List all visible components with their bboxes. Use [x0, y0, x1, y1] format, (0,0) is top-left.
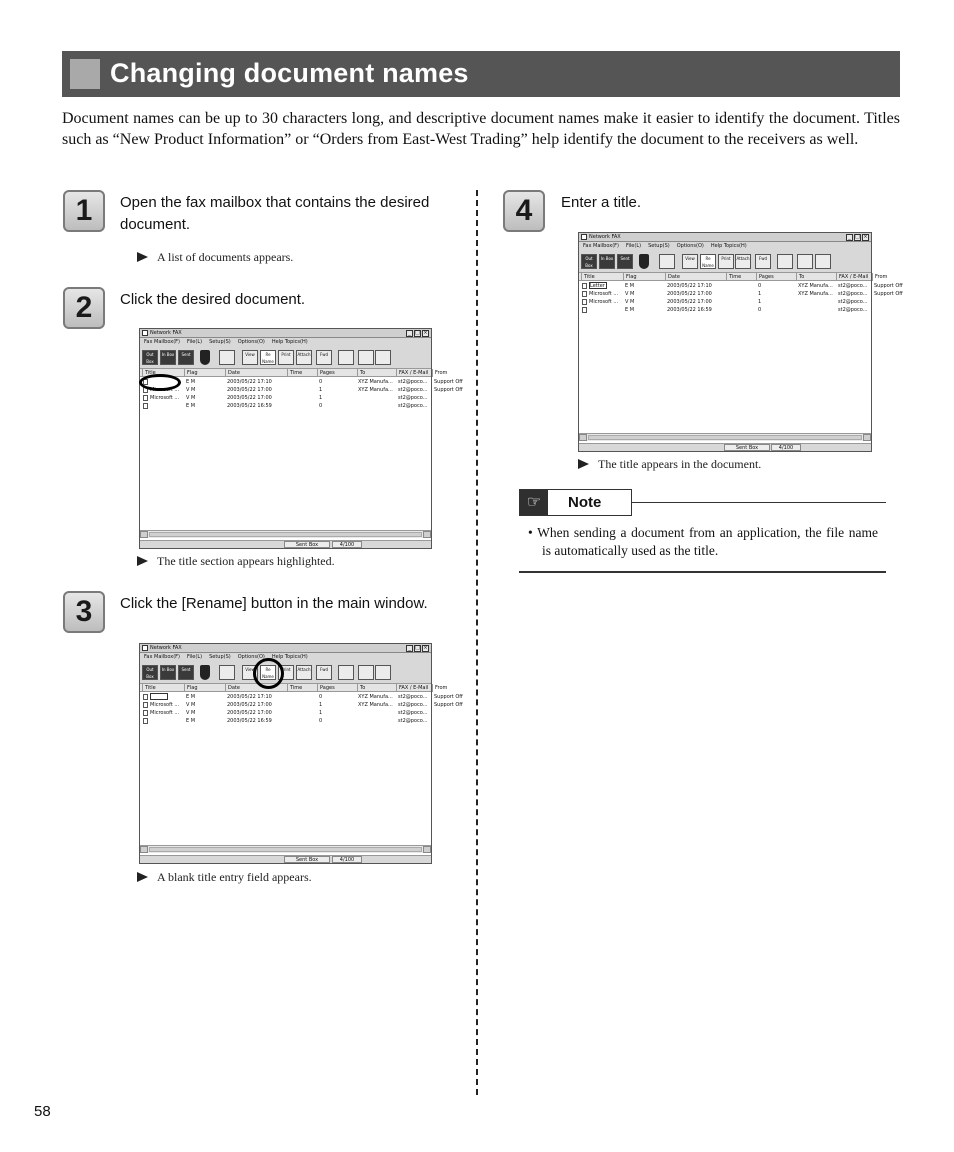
status-count: 4/100	[332, 856, 362, 863]
step-2-result	[137, 554, 335, 569]
menu-item[interactable]: Help Topics(H)	[271, 654, 308, 660]
step-4-result-text: The title appears in the document.	[598, 457, 762, 471]
status-box-name: Sent Box	[284, 541, 330, 548]
maximize-icon[interactable]: □	[415, 645, 420, 651]
document-icon	[143, 694, 148, 700]
cell: V M	[625, 299, 635, 305]
cell: 1	[319, 387, 323, 393]
cell: V M	[625, 291, 635, 297]
column-header[interactable]: To	[796, 273, 804, 281]
attach-button[interactable]: Attach	[296, 350, 312, 365]
inbox-button[interactable]: In Box	[160, 350, 176, 365]
cell: Support Off	[434, 694, 463, 700]
step-4-badge: 4	[503, 190, 545, 232]
minimize-icon[interactable]: _	[406, 330, 413, 337]
scroll-left-icon[interactable]	[140, 531, 148, 538]
cell: XYZ Manufa...	[358, 694, 393, 700]
column-header[interactable]: Time	[287, 684, 302, 692]
cell: 2003/05/22 16:59	[227, 403, 272, 409]
status-count: 4/100	[771, 444, 801, 451]
cell: 0	[319, 718, 323, 724]
step-4-text: Enter a title.	[561, 194, 642, 211]
cell: XYZ Manufa...	[798, 291, 833, 297]
cell: V M	[186, 710, 196, 716]
cell: 2003/05/22 17:00	[227, 702, 272, 708]
document-icon	[582, 307, 587, 313]
scroll-left-icon[interactable]	[140, 846, 148, 853]
app-icon	[142, 330, 148, 336]
document-icon	[143, 710, 148, 716]
result-arrow-icon	[578, 459, 589, 469]
result-arrow-icon	[137, 556, 148, 566]
status-box-name: Sent Box	[284, 856, 330, 863]
cell: st2@poco...	[398, 710, 428, 716]
step-3-text: Click the [Rename] button in the main window.	[120, 595, 428, 612]
table-row[interactable]	[579, 282, 903, 290]
table-row[interactable]	[140, 402, 431, 410]
menu-bar	[140, 653, 431, 662]
cell: Microsoft ...	[150, 387, 180, 393]
step-1-badge: 1	[63, 190, 105, 232]
table-row[interactable]	[140, 693, 463, 701]
table-row[interactable]	[140, 717, 431, 725]
minimize-icon[interactable]: _	[406, 645, 413, 652]
result-arrow-icon	[137, 252, 148, 262]
status-box-name: Sent Box	[724, 444, 770, 451]
column-header[interactable]: Title	[581, 273, 595, 281]
note-rule	[519, 571, 886, 573]
column-header[interactable]: FAX / E-Mail	[396, 684, 428, 692]
menu-item[interactable]: Options(O)	[237, 339, 265, 345]
header-square-icon	[70, 59, 100, 89]
column-header[interactable]: Flag	[184, 369, 198, 377]
document-icon	[582, 299, 587, 305]
cell: Letter	[589, 282, 607, 289]
step-2-text: Click the desired document.	[120, 291, 306, 308]
cell: E M	[186, 403, 196, 409]
scroll-right-icon[interactable]	[423, 531, 431, 538]
step-2-result-text: The title section appears highlighted.	[157, 554, 335, 568]
step-4-result	[578, 457, 761, 472]
cell: st2@poco...	[838, 299, 868, 305]
note-header	[519, 489, 632, 516]
print-button[interactable]: Print	[278, 350, 294, 365]
cell: Support Off	[434, 702, 463, 708]
delete-button[interactable]	[219, 350, 235, 365]
cell: Microsoft ...	[150, 710, 180, 716]
cell: XYZ Manufa...	[358, 379, 393, 385]
menu-item[interactable]: File(L)	[187, 339, 203, 345]
note-label: Note	[568, 494, 602, 511]
column-header[interactable]: To	[357, 369, 365, 377]
scroll-right-icon[interactable]	[423, 846, 431, 853]
close-icon[interactable]: ×	[423, 645, 428, 651]
cell: st2@poco...	[398, 403, 428, 409]
table-row[interactable]	[579, 298, 871, 306]
menu-item[interactable]: Help Topics(H)	[271, 339, 308, 345]
menu-item[interactable]: File(L)	[626, 243, 642, 249]
forward-button[interactable]: Fwd	[755, 254, 771, 269]
edit-button[interactable]	[777, 254, 793, 269]
cell: 2003/05/22 17:00	[227, 395, 272, 401]
scroll-right-icon[interactable]	[863, 434, 871, 441]
column-header[interactable]: To	[357, 684, 365, 692]
trash-icon[interactable]	[639, 254, 649, 269]
highlight-circle	[139, 374, 181, 391]
cell: Microsoft ...	[589, 299, 619, 305]
column-header[interactable]: Flag	[623, 273, 637, 281]
print-button[interactable]: Print	[278, 665, 294, 680]
cell: Microsoft ...	[150, 702, 180, 708]
toolbar	[140, 662, 431, 684]
cell: st2@poco...	[838, 291, 868, 297]
menu-item[interactable]: File(L)	[187, 654, 203, 660]
status-count: 4/100	[332, 541, 362, 548]
column-header[interactable]: Pages	[317, 369, 335, 377]
view-button[interactable]: View	[242, 665, 258, 680]
outbox-button[interactable]: Out Box	[142, 350, 158, 365]
cell: 2003/05/22 16:59	[667, 307, 712, 313]
cell: st2@poco...	[398, 387, 428, 393]
status-bar	[140, 855, 431, 863]
window-title: Network FAX	[150, 330, 182, 336]
cell: 2003/05/22 17:00	[227, 710, 272, 716]
column-header[interactable]: FAX / E-Mail	[396, 369, 428, 377]
minimize-icon[interactable]: _	[846, 234, 853, 241]
settings-button[interactable]	[375, 665, 391, 680]
inbox-button[interactable]: In Box	[160, 665, 176, 680]
phonebook-button[interactable]	[358, 665, 374, 680]
close-icon[interactable]: ×	[423, 330, 428, 336]
document-icon	[582, 283, 587, 289]
column-header[interactable]: Time	[726, 273, 741, 281]
window-title-bar	[140, 329, 431, 338]
rename-button[interactable]: Re Name	[260, 350, 276, 365]
cell: E M	[186, 379, 196, 385]
column-header[interactable]: Pages	[317, 684, 335, 692]
status-bar	[140, 540, 431, 548]
toolbar	[140, 347, 431, 369]
document-icon	[143, 702, 148, 708]
menu-item[interactable]: Help Topics(H)	[710, 243, 747, 249]
pointing-hand-icon: ☞	[520, 490, 548, 515]
cell: 2003/05/22 17:10	[227, 379, 272, 385]
step-1-result	[137, 250, 293, 265]
column-header[interactable]: From	[872, 273, 887, 281]
sent-box-button[interactable]: Sent	[178, 350, 194, 365]
cell: 0	[758, 307, 762, 313]
window-title: Network FAX	[589, 234, 621, 240]
rename-button[interactable]: Re Name	[700, 254, 716, 269]
column-header[interactable]: From	[432, 369, 447, 377]
cell: 2003/05/22 17:00	[227, 387, 272, 393]
column-header[interactable]: Date	[225, 684, 240, 692]
menu-item[interactable]: Setup(S)	[209, 339, 231, 345]
inbox-button[interactable]: In Box	[599, 254, 615, 269]
column-header[interactable]: Title	[142, 369, 156, 377]
view-button[interactable]: View	[682, 254, 698, 269]
step-3-result-text: A blank title entry field appears.	[157, 870, 312, 884]
cell: st2@poco...	[398, 702, 428, 708]
cell: st2@poco...	[398, 694, 428, 700]
cell: E M	[625, 307, 635, 313]
window-controls	[846, 234, 869, 241]
window-title-bar	[579, 233, 871, 242]
section-header	[62, 51, 900, 97]
cell: 0	[319, 403, 323, 409]
page-number: 58	[34, 1103, 51, 1120]
forward-button[interactable]: Fwd	[316, 665, 332, 680]
scroll-thumb[interactable]	[149, 532, 422, 537]
screenshot-step-2	[139, 328, 463, 549]
attach-button[interactable]: Attach	[735, 254, 751, 269]
cell: E M	[186, 718, 196, 724]
menu-bar	[140, 338, 431, 347]
toolbar	[579, 251, 871, 273]
cell: 2003/05/22 17:10	[227, 694, 272, 700]
sent-box-button[interactable]: Sent	[617, 254, 633, 269]
cell: 2003/05/22 17:00	[667, 299, 712, 305]
scroll-thumb[interactable]	[588, 435, 862, 440]
app-icon	[581, 234, 587, 240]
cell: 0	[758, 283, 762, 289]
sent-box-button[interactable]: Sent	[178, 665, 194, 680]
table-row[interactable]	[140, 394, 431, 402]
cell: st2@poco...	[838, 283, 868, 289]
cell: st2@poco...	[398, 718, 428, 724]
cell: 2003/05/22 17:10	[667, 283, 712, 289]
outbox-button[interactable]: Out Box	[142, 665, 158, 680]
horizontal-scrollbar[interactable]	[140, 845, 431, 853]
cell: st2@poco...	[398, 379, 428, 385]
column-header[interactable]: Pages	[756, 273, 774, 281]
document-icon	[143, 718, 148, 724]
cell: 1	[758, 291, 762, 297]
table-row[interactable]	[579, 290, 903, 298]
window-title: Network FAX	[150, 645, 182, 651]
cell: Support Off	[874, 291, 903, 297]
trash-icon[interactable]	[200, 665, 210, 680]
column-header[interactable]: Time	[287, 369, 302, 377]
document-icon	[582, 291, 587, 297]
note-rule	[632, 502, 886, 503]
cell: XYZ Manufa...	[798, 283, 833, 289]
screenshot-step-3	[139, 643, 463, 864]
edit-button[interactable]	[338, 665, 354, 680]
scroll-thumb[interactable]	[149, 847, 422, 852]
highlight-circle	[253, 658, 284, 689]
intro-paragraph: Document names can be up to 30 characters long, and descriptive document names make it easier to identify the document. Titles such as “New Product Information” or “Orders from East-West Trading” help identify the document to the receivers as well.	[62, 110, 900, 148]
column-header[interactable]: From	[432, 684, 447, 692]
horizontal-scrollbar[interactable]	[140, 530, 431, 538]
cell: V M	[186, 395, 196, 401]
print-button[interactable]: Print	[718, 254, 734, 269]
window-controls	[406, 330, 429, 337]
settings-button[interactable]	[815, 254, 831, 269]
scroll-left-icon[interactable]	[579, 434, 587, 441]
screenshot-step-4	[578, 232, 903, 452]
delete-button[interactable]	[659, 254, 675, 269]
table-row[interactable]	[579, 306, 871, 314]
table-row[interactable]	[140, 386, 463, 394]
window-title-bar	[140, 644, 431, 653]
app-icon	[142, 645, 148, 651]
column-header[interactable]: FAX / E-Mail	[836, 273, 868, 281]
cell: XYZ Manufa...	[358, 702, 393, 708]
rename-button[interactable]: Re Name	[260, 665, 276, 680]
cell: Microsoft ...	[150, 395, 180, 401]
step-3-result	[137, 870, 312, 885]
cell: XYZ Manufa...	[358, 387, 393, 393]
status-bar	[579, 443, 871, 451]
maximize-icon[interactable]: □	[415, 330, 420, 336]
view-button[interactable]: View	[242, 350, 258, 365]
edit-button[interactable]	[338, 350, 354, 365]
outbox-button[interactable]: Out Box	[581, 254, 597, 269]
horizontal-scrollbar[interactable]	[579, 433, 871, 441]
delete-button[interactable]	[219, 665, 235, 680]
column-header-row	[579, 273, 888, 281]
cell: V M	[186, 387, 196, 393]
phonebook-button[interactable]	[358, 350, 374, 365]
result-arrow-icon	[137, 872, 148, 882]
cell	[150, 693, 168, 700]
column-header-row	[140, 369, 448, 377]
cell: E M	[625, 283, 635, 289]
menu-item[interactable]: Options(O)	[676, 243, 704, 249]
document-icon	[143, 395, 148, 401]
menu-item[interactable]: Fax Mailbox(F)	[583, 243, 620, 249]
step-1-text: Open the fax mailbox that contains the desired document.	[120, 194, 430, 233]
step-3-badge: 3	[63, 591, 105, 633]
menu-item[interactable]: Fax Mailbox(F)	[144, 654, 181, 660]
table-row[interactable]	[140, 709, 431, 717]
column-header-row	[140, 684, 448, 692]
column-header[interactable]: Flag	[184, 684, 198, 692]
cell: Support Off	[874, 283, 903, 289]
phonebook-button[interactable]	[797, 254, 813, 269]
cell: 0	[319, 694, 323, 700]
trash-icon[interactable]	[200, 350, 210, 365]
cell: st2@poco...	[398, 395, 428, 401]
note-text: • When sending a document from an application, the file name is automatically used as the title.	[528, 525, 878, 558]
menu-bar	[579, 242, 871, 251]
cell: Microsoft ...	[589, 291, 619, 297]
column-divider	[476, 190, 478, 1095]
cell: 1	[319, 710, 323, 716]
cell: V M	[186, 702, 196, 708]
cell: 0	[319, 379, 323, 385]
close-icon[interactable]: ×	[863, 234, 868, 240]
menu-item[interactable]: Setup(S)	[209, 654, 231, 660]
page-title: Changing document names	[110, 58, 469, 88]
forward-button[interactable]: Fwd	[316, 350, 332, 365]
step-2-badge: 2	[63, 287, 105, 329]
cell: 1	[319, 395, 323, 401]
document-icon	[143, 403, 148, 409]
menu-item[interactable]: Fax Mailbox(F)	[144, 339, 181, 345]
column-header[interactable]: Date	[665, 273, 680, 281]
column-header[interactable]: Date	[225, 369, 240, 377]
cell: E M	[186, 694, 196, 700]
cell: Support Off	[434, 387, 463, 393]
cell: 2003/05/22 16:59	[227, 718, 272, 724]
menu-item[interactable]: Setup(S)	[648, 243, 670, 249]
column-header[interactable]: Title	[142, 684, 156, 692]
cell: 1	[319, 702, 323, 708]
cell: 1	[758, 299, 762, 305]
cell: 2003/05/22 17:00	[667, 291, 712, 297]
step-1-result-text: A list of documents appears.	[157, 250, 294, 264]
window-controls	[406, 645, 429, 652]
settings-button[interactable]	[375, 350, 391, 365]
maximize-icon[interactable]: □	[855, 234, 860, 240]
menu-item[interactable]: Options(O)	[237, 654, 265, 660]
cell: st2@poco...	[838, 307, 868, 313]
table-row[interactable]	[140, 701, 463, 709]
attach-button[interactable]: Attach	[296, 665, 312, 680]
cell: Support Off	[434, 379, 463, 385]
table-row[interactable]	[140, 378, 463, 386]
